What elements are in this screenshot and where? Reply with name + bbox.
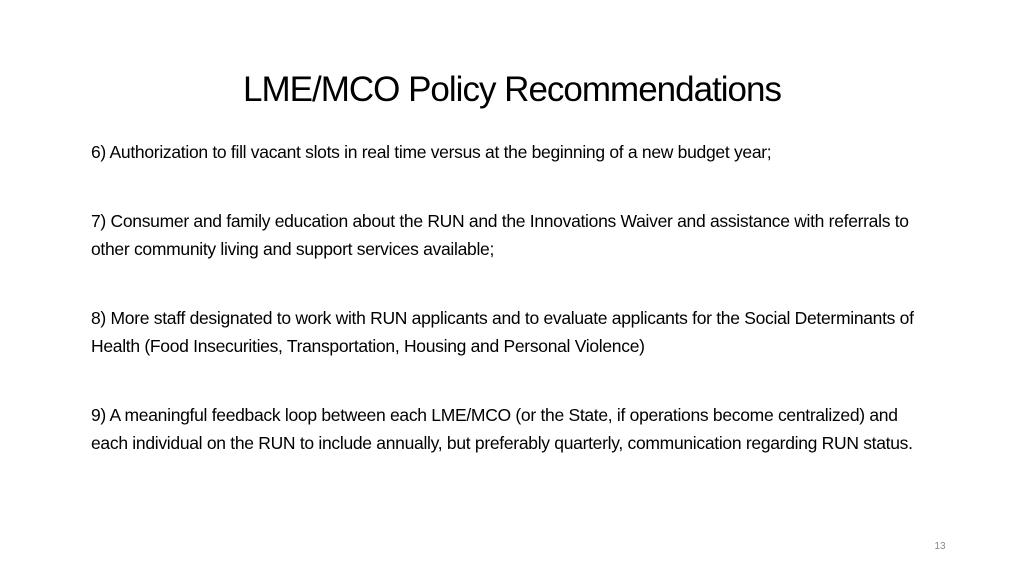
recommendations-list	[91, 138, 926, 498]
page-number: 13	[934, 541, 946, 552]
slide-title: LME/MCO Policy Recommendations	[243, 70, 781, 110]
recommendation-item-7: 7) Consumer and family education about the RUN and the Innovations Waiver and assistance with referrals to other community living and support services available;	[91, 210, 909, 259]
recommendation-item-8: 8) More staff designated to work with RUN applicants and to evaluate applicants for the Social Determinants of Health (Food Insecurities, Transportation, Housing and Personal Violence)	[91, 307, 914, 356]
recommendation-item-9: 9) A meaningful feedback loop between each LME/MCO (or the State, if operations become centralized) and each individual on the RUN to include annually, but preferably quarterly, communication regarding RUN status.	[91, 404, 913, 453]
recommendation-item-6: 6) Authorization to fill vacant slots in real time versus at the beginning of a new budget year;	[91, 142, 772, 162]
